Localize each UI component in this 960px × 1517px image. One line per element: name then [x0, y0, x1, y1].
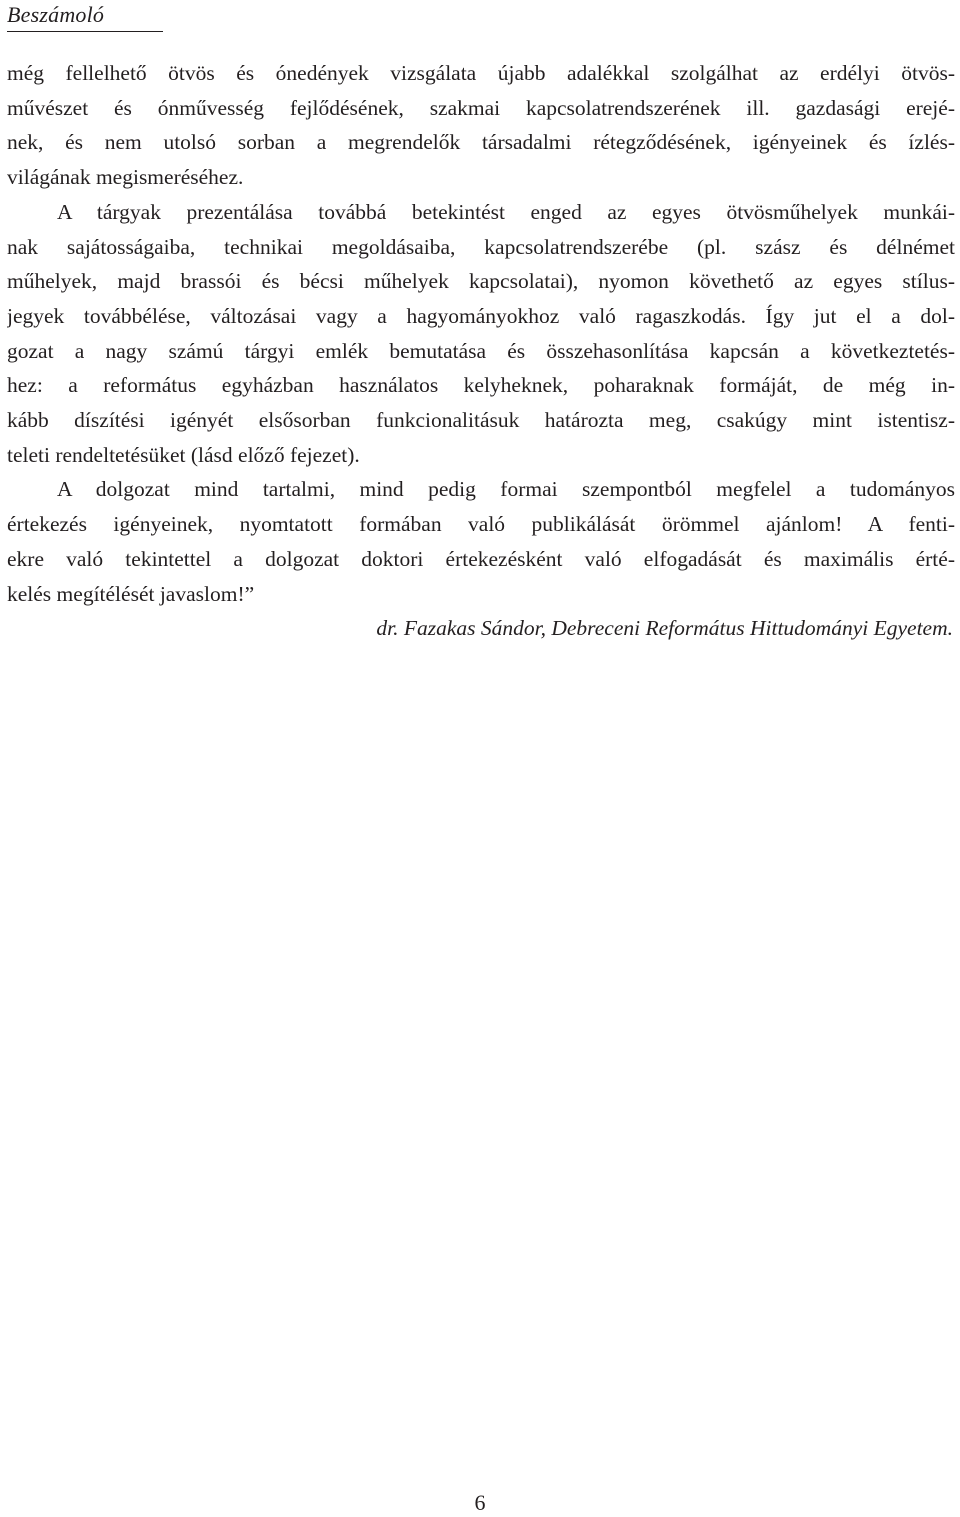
text-line: A dolgozat mind tartalmi, mind pedig formai szempontból megfelel a tudományos	[57, 477, 955, 502]
signature: dr. Fazakas Sándor, Debreceni Református Hittudományi Egyetem.	[376, 616, 953, 641]
text-line: nek, és nem utolsó sorban a megrendelők társadalmi rétegződésének, igényeinek és ízlés-	[7, 130, 955, 155]
text-line: művészet és ónművesség fejlődésének, szakmai kapcsolatrendszerének ill. gazdasági erejé-	[7, 95, 955, 120]
text-line: kelés megítélését javaslom!”	[7, 581, 255, 606]
running-header-title: Beszámoló	[7, 2, 105, 27]
text-line: még fellelhető ötvös és ónedények vizsgálata újabb adalékkal szolgálhat az erdélyi ötvös-	[7, 61, 955, 85]
page-number: 6	[474, 1490, 486, 1515]
text-line: értekezés igényeinek, nyomtatott formában való publikálását örömmel ajánlom! A fenti-	[7, 512, 955, 537]
body-text	[7, 56, 955, 646]
paragraph-1	[7, 56, 955, 195]
running-header	[7, 2, 163, 32]
text-line: kább díszítési igényét elsősorban funkcionalitásuk határozta meg, csakúgy mint istentisz-	[7, 408, 955, 433]
text-line: A tárgyak prezentálása továbbá betekintést enged az egyes ötvösműhelyek munkái-	[57, 199, 955, 224]
paragraph-2	[7, 195, 955, 473]
text-line: hez: a református egyházban használatos kelyheknek, poharaknak formáját, de még in-	[7, 373, 955, 398]
text-line: világának megismeréséhez.	[7, 165, 244, 190]
text-line: teleti rendeltetésüket (lásd előző fejezet).	[7, 442, 360, 467]
text-line: jegyek továbbélése, változásai vagy a hagyományokhoz való ragaszkodás. Így jut el a dol-	[7, 303, 955, 328]
text-line: műhelyek, majd brassói és bécsi műhelyek kapcsolatai), nyomon követhető az egyes stílus-	[7, 269, 955, 294]
text-line: nak sajátosságaiba, technikai megoldásaiba, kapcsolatrendszerébe (pl. szász és délnémet	[7, 234, 955, 259]
text-line: gozat a nagy számú tárgyi emlék bemutatása és összehasonlítása kapcsán a következtetés-	[7, 338, 955, 363]
paragraph-3	[7, 472, 955, 611]
text-line: ekre való tekintettel a dolgozat doktori értekezésként való elfogadását és maximális érté-	[7, 546, 955, 571]
